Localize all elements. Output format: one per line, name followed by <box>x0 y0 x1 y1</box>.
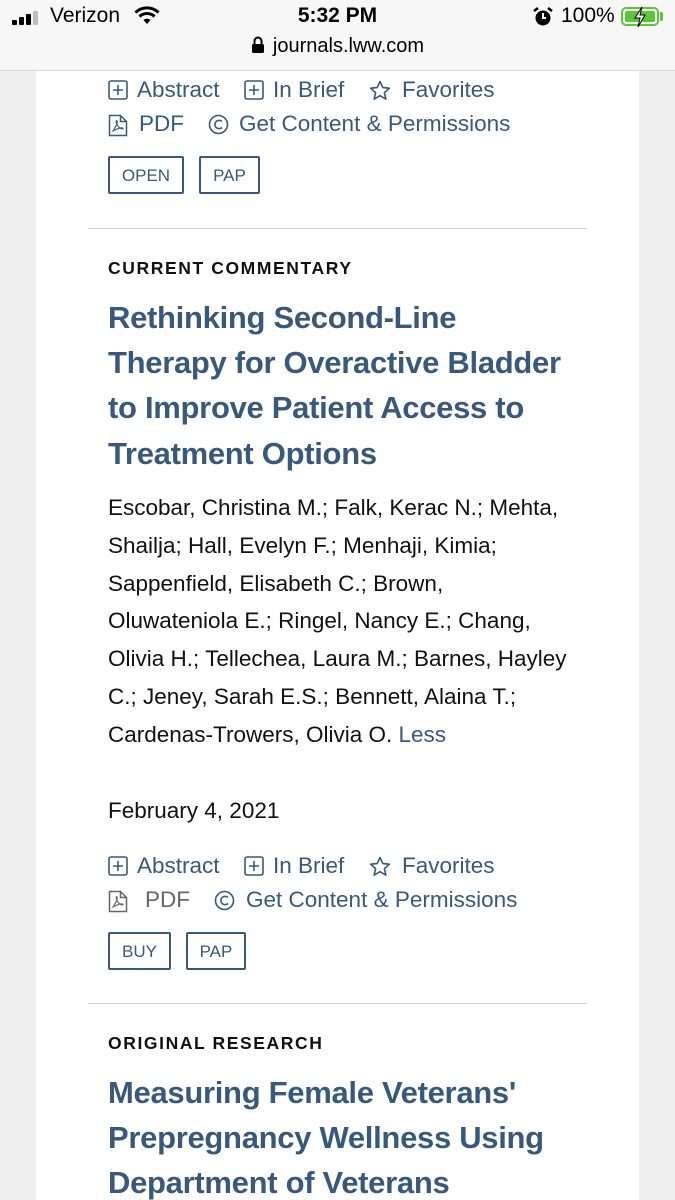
abstract-label: Abstract <box>137 853 220 878</box>
pap-badge[interactable]: PAP <box>199 156 260 194</box>
battery-percent: 100% <box>561 4 615 27</box>
section-label: ORIGINAL RESEARCH <box>108 1033 324 1053</box>
article-title-link[interactable]: Rethinking Second-Line Therapy for Overactive Bladder to Improve Patient Access to Treatment Options <box>108 300 561 471</box>
plus-box-icon <box>244 856 264 876</box>
status-bar <box>0 0 675 71</box>
in-brief-label: In Brief <box>273 77 345 102</box>
carrier-name: Verizon <box>50 4 121 27</box>
pdf-icon <box>108 890 128 913</box>
plus-box-icon <box>108 856 128 876</box>
status-time: 5:32 PM <box>297 4 378 27</box>
battery-tip <box>660 12 663 21</box>
pap-badge[interactable]: PAP <box>186 932 246 970</box>
section-label: CURRENT COMMENTARY <box>108 258 353 278</box>
open-access-badge[interactable]: OPEN <box>108 156 184 194</box>
publication-date: February 4, 2021 <box>108 798 280 823</box>
pdf-label: PDF <box>145 887 190 912</box>
abstract-label: Abstract <box>137 77 220 102</box>
copyright-icon <box>214 890 235 911</box>
pdf-icon <box>108 114 128 137</box>
divider <box>88 1003 587 1004</box>
divider <box>88 228 587 229</box>
star-icon <box>369 80 391 101</box>
permissions-label: Get Content & Permissions <box>239 111 511 136</box>
copyright-icon <box>208 114 229 135</box>
plus-box-icon <box>108 80 128 100</box>
article-authors <box>108 489 578 754</box>
pdf-label: PDF <box>139 111 184 136</box>
charging-bolt-icon <box>633 6 647 28</box>
permissions-label: Get Content & Permissions <box>246 887 518 912</box>
address-bar[interactable] <box>0 35 675 58</box>
article-title-link[interactable]: Measuring Female Veterans' Prepregnancy Wellness Using Department of Veterans <box>108 1075 544 1200</box>
in-brief-label: In Brief <box>273 853 345 878</box>
url-text: journals.lww.com <box>272 35 425 57</box>
buy-button[interactable]: BUY <box>108 932 171 970</box>
alarm-icon <box>532 6 554 28</box>
authors-text: Escobar, Christina M.; Falk, Kerac N.; Mehta, Shailja; Hall, Evelyn F.; Menhaji, Kimia; Sappenfield, Elisabeth C.; Brown, Oluwateniola E.; Ringel, Nancy E.; Chang, Olivia H.; Tellechea, Laura M.; Barnes, Hayley C.; Jeney, Sarah E.S.; Bennett, Alaina T.; Cardenas-Trowers, Olivia O. <box>108 495 567 747</box>
plus-box-icon <box>244 80 264 100</box>
favorites-label: Favorites <box>402 853 495 878</box>
less-link[interactable]: Less <box>398 721 447 747</box>
favorites-label: Favorites <box>402 77 495 102</box>
star-icon <box>369 856 391 877</box>
article-list <box>36 71 639 1200</box>
lock-icon <box>251 36 265 54</box>
